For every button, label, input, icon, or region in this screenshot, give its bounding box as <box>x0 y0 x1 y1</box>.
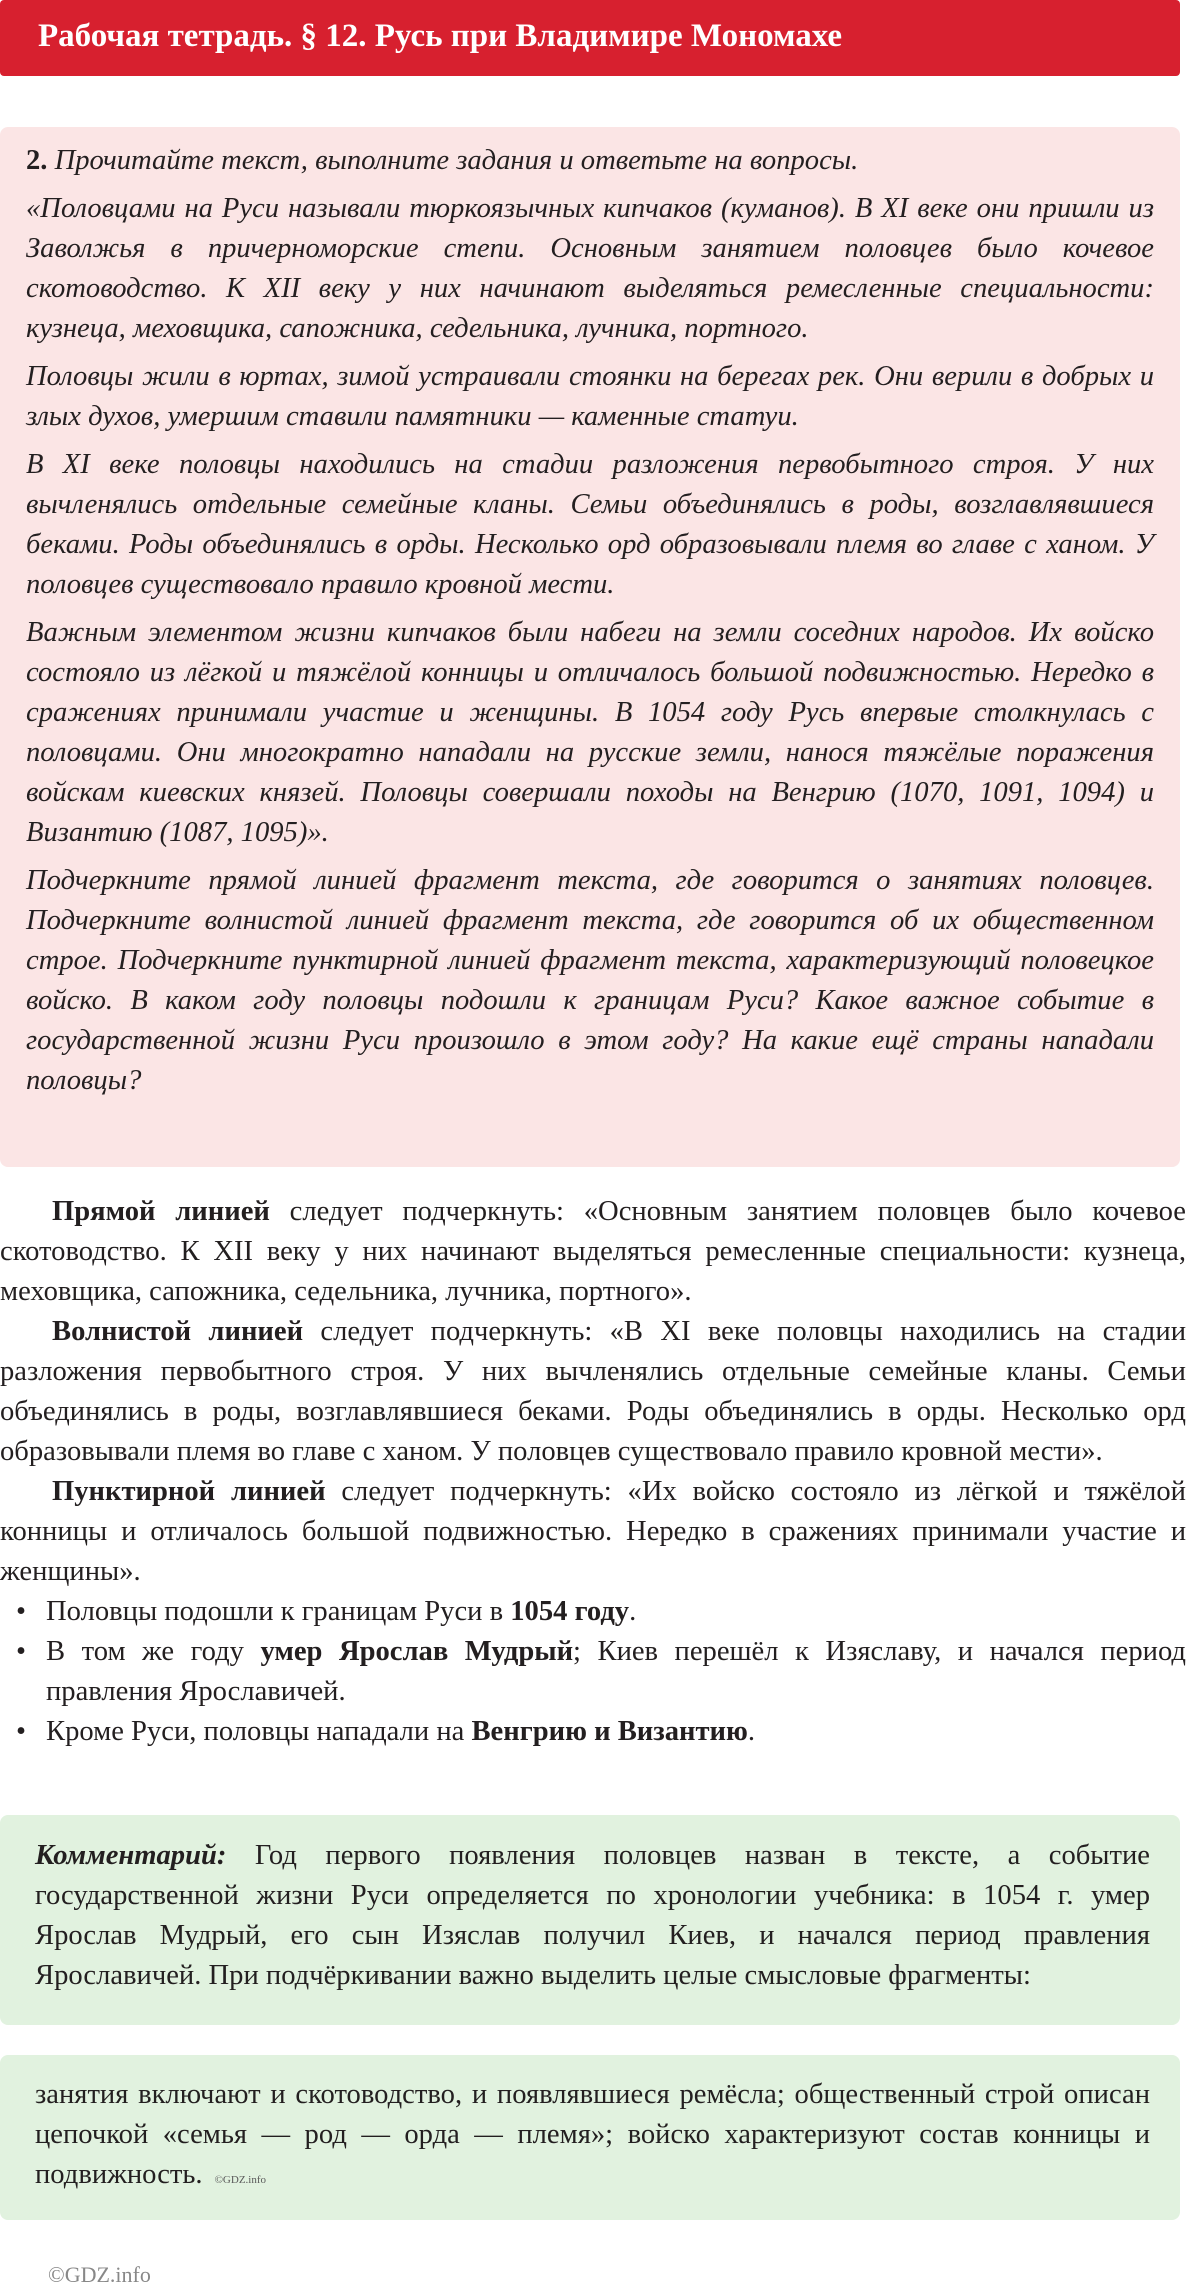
comment-continuation-text: занятия включают и скотоводство, и появлявшиеся ремёсла; общественный строй описан цепочкой «семья — род — орда — племя»; войско характеризуют состав конницы и подвижность. <box>35 2079 1150 2190</box>
task-paragraph: «Половцами на Руси называли тюркоязычных кипчаков (куманов). В XI веке они пришли из Заволжья в причерноморские степи. Основным занятием половцев было кочевое скотоводство. К XII веку у них начинают выделяться ремесленные специальности: кузнеца, меховщика, сапожника, седельника, лучника, портного. <box>26 193 1154 344</box>
page-title: Рабочая тетрадь. § 12. Русь при Владимире Мономахе <box>38 18 843 54</box>
list-item-bold: Венгрию и Византию <box>471 1716 748 1747</box>
list-item <box>0 1632 1186 1712</box>
task-paragraph: Половцы жили в юртах, зимой устраивали стоянки на берегах рек. Они верили в добрых и злых духов, умершим ставили памятники — каменные статуи. <box>26 361 1154 432</box>
task-paragraph: В XI веке половцы находились на стадии разложения первобытного строя. У них вычленялись отдельные семейные кланы. Семьи объединялись в роды, возглавлявшиеся беками. Роды объединялись в орды. Несколько орд образовывали племя во главе с ханом. У половцев существовало правило кровной мести. <box>26 449 1154 600</box>
answer-wavy-label: Волнистой линией <box>52 1316 304 1347</box>
answer-dotted-label: Пунктирной линией <box>52 1476 326 1507</box>
answer-straight-line <box>0 1192 1186 1312</box>
footer-copyright: ©GDZ.info <box>48 2262 151 2287</box>
list-item-text: В том же году <box>46 1636 261 1667</box>
answer-wavy-line <box>0 1312 1186 1472</box>
task-number: 2. <box>26 145 48 176</box>
bullet-icon: • <box>16 1716 27 1747</box>
task-questions: Подчеркните прямой линией фрагмент текста, где говорится о занятиях половцев. Подчеркните волнистой линией фрагмент текста, где говорится об их общественном строе. Подчеркните пунктирной линией фрагмент текста, характеризующий половецкое войско. В каком году половцы подошли к границам Руси? Какое важное событие в государственной жизни Руси произошло в этом году? На какие ещё страны нападали половцы? <box>26 865 1154 1096</box>
answer-block <box>0 1192 1186 1752</box>
task-paragraph: Важным элементом жизни кипчаков были набеги на земли соседних народов. Их войско состояло из лёгкой и тяжёлой конницы и отличалось большой подвижностью. Нередко в сражениях принимали участие и женщины. В 1054 году Русь впервые столкнулась с половцами. Они многократно нападали на русские земли, нанося тяжёлые поражения войскам киевских князей. Половцы совершали походы на Венгрию (1070, 1091, 1094) и Византию (1087, 1095)». <box>26 617 1154 848</box>
answer-straight-text: следует подчеркнуть: «Основным занятием половцев было кочевое скотоводство. К XII веку у них начинают выделяться ремесленные специальности: кузнеца, меховщика, сапожника, седельника, лучника, портного». <box>0 1196 1186 1307</box>
list-item-text: ; Киев перешёл к Изяславу, и начался период правления Ярославичей. <box>46 1636 1186 1707</box>
comment-continuation-block <box>0 2055 1180 2220</box>
list-item-text: . <box>629 1596 637 1627</box>
task-instruction-text: Прочитайте текст, выполните задания и ответьте на вопросы. <box>54 145 859 176</box>
page-header <box>0 0 1180 76</box>
bullet-icon: • <box>16 1636 27 1667</box>
list-item-bold: умер Ярослав Мудрый <box>260 1636 574 1667</box>
answer-dotted-text: следует подчеркнуть: «Их войско состояло из лёгкой и тяжёлой конницы и отличалось большой подвижностью. Нередко в сражениях принимали участие и женщины». <box>0 1476 1186 1587</box>
answer-wavy-text: следует подчеркнуть: «В XI веке половцы находились на стадии разложения первобытного строя. У них вычленялись отдельные семейные кланы. Семьи объединялись в роды, возглавлявшиеся беками. Роды объединялись в орды. Несколько орд образовывали племя во главе с ханом. У половцев существовало правило кровной мести». <box>0 1316 1186 1467</box>
comment-block <box>0 1815 1180 2025</box>
list-item-text: Половцы подошли к границам Руси в <box>46 1596 511 1627</box>
task-block <box>0 127 1180 1167</box>
list-item <box>0 1592 1186 1632</box>
answer-list <box>0 1592 1186 1752</box>
comment-label: Комментарий: <box>35 1840 227 1871</box>
list-item-bold: 1054 году <box>510 1596 630 1627</box>
answer-dotted-line <box>0 1472 1186 1592</box>
list-item-text: Кроме Руси, половцы нападали на <box>46 1716 472 1747</box>
list-item <box>0 1712 1186 1752</box>
list-item-text: . <box>747 1716 756 1747</box>
inline-watermark: ©GDZ.info <box>214 2174 267 2186</box>
task-instruction <box>26 141 1154 181</box>
comment-text: Год первого появления половцев назван в тексте, а событие государственной жизни Руси определяется по хронологии учебника: в 1054 г. умер Ярослав Мудрый, его сын Изяслав получил Киев, и начался период правления Ярославичей. При подчёркивании важно выделить целые смысловые фрагменты: <box>35 1840 1150 1991</box>
bullet-icon: • <box>16 1596 27 1627</box>
answer-straight-label: Прямой линией <box>52 1196 270 1227</box>
